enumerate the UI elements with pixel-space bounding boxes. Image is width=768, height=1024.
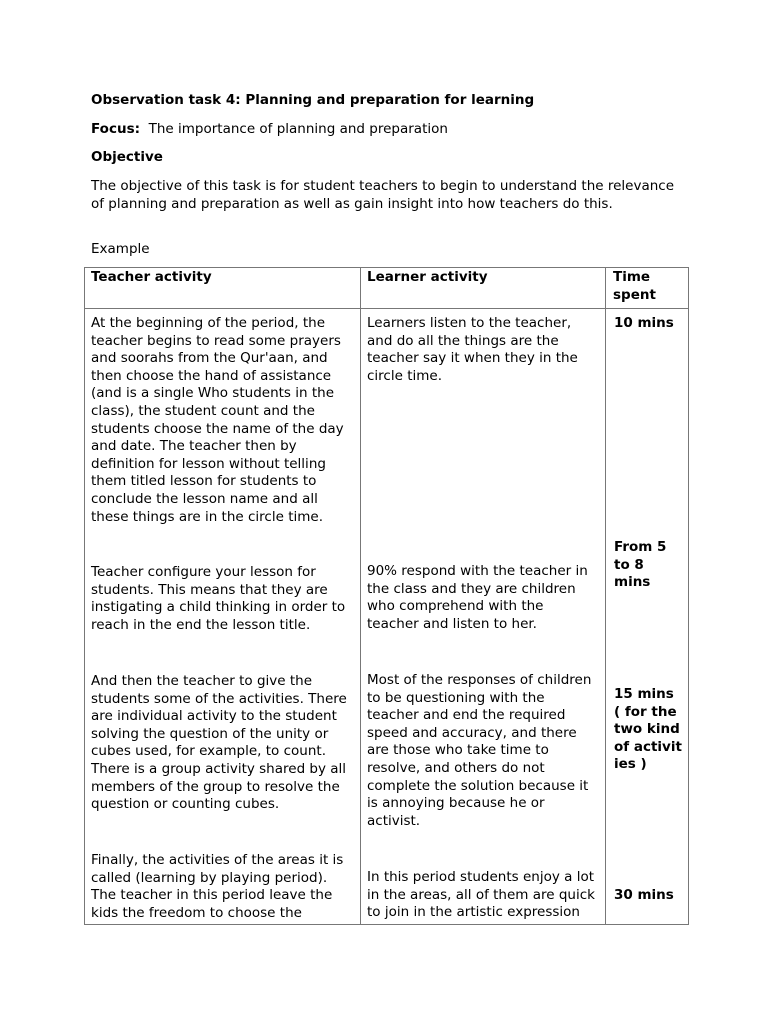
page-title: Observation task 4: Planning and preparation for learning	[91, 92, 535, 108]
time-spent-2: From 5 to 8 mins	[614, 539, 667, 591]
learner-activity-1: Learners listen to the teacher, and do all the things are the teacher say it when they in the circle time.	[367, 315, 578, 384]
teacher-activity-4: Finally, the activities of the areas it is called (learning by playing period). The teacher in this period leave the kids the freedom to choose the	[91, 852, 344, 921]
time-spent-1: 10 mins	[614, 315, 674, 331]
header-learner-activity: Learner activity	[361, 268, 606, 309]
objective-heading: Objective	[91, 149, 163, 165]
focus-text: The importance of planning and preparation	[148, 121, 448, 137]
learner-activity-cell	[361, 309, 606, 925]
header-teacher-activity: Teacher activity	[85, 268, 361, 309]
activity-table	[84, 267, 689, 925]
table-header-row	[85, 268, 689, 309]
time-spent-cell	[606, 309, 689, 925]
objective-text: The objective of this task is for student teachers to begin to understand the relevance of planning and preparation as well as gain insight into how teachers do this.	[91, 178, 675, 212]
teacher-activity-cell	[85, 309, 361, 925]
teacher-activity-1: At the beginning of the period, the teacher begins to read some prayers and soorahs from the Qur'aan, and then choose the hand of assistance (and is a single Who students in the class), the student count and the students choose the name of the day and date. The teacher then by definition for lesson without telling them titled lesson for students to conclude the lesson name and all these things are in the circle time.	[91, 315, 344, 525]
time-spent-4: 30 mins	[614, 887, 674, 903]
learner-activity-2: 90% respond with the teacher in the class and they are children who comprehend with the teacher and listen to her.	[367, 563, 588, 632]
learner-activity-4: In this period students enjoy a lot in the areas, all of them are quick to join in the artistic expression	[367, 869, 595, 921]
focus-label: Focus:	[91, 121, 140, 137]
example-label: Example	[91, 241, 150, 257]
time-spent-3: 15 mins ( for the two kind of activities )	[614, 686, 682, 773]
table-body-row	[85, 309, 689, 925]
teacher-activity-3: And then the teacher to give the students some of the activities. There are individual activity to the student solving the question of the unity or cubes used, for example, to count. There is a group activity shared by all members of the group to resolve the question or counting cubes.	[91, 673, 347, 813]
header-time-spent: Time spent	[606, 268, 689, 309]
learner-activity-3: Most of the responses of children to be questioning with the teacher and end the required speed and accuracy, and there are those who take time to resolve, and others do not complete the solution because it is annoying because he or activist.	[367, 672, 592, 829]
teacher-activity-2: Teacher configure your lesson for students. This means that they are instigating a child thinking in order to reach in the end the lesson title.	[91, 564, 346, 633]
focus-line	[91, 120, 448, 138]
